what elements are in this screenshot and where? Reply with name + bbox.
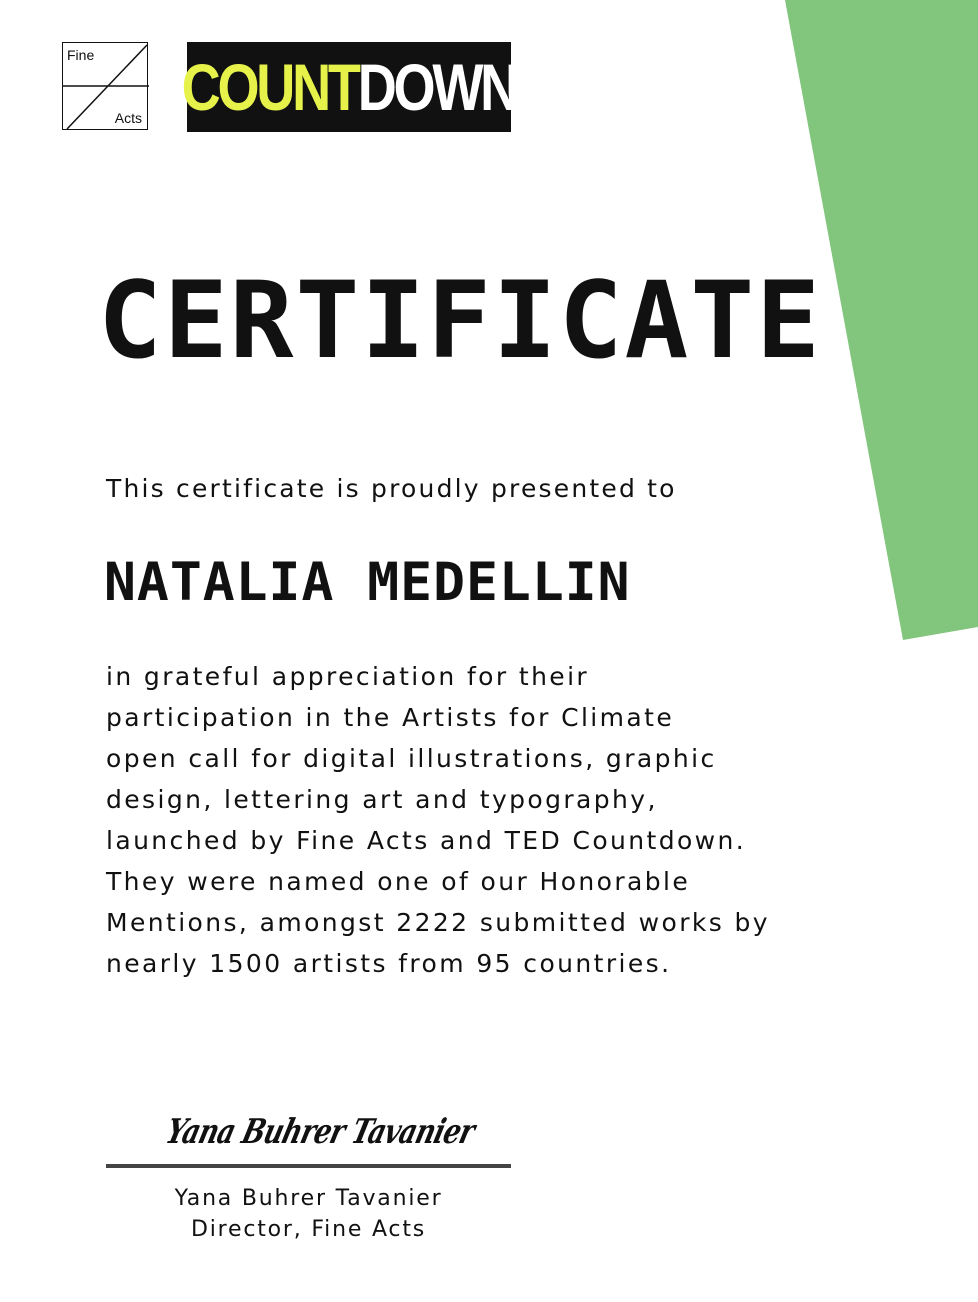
appreciation-line: They were named one of our Honorable bbox=[106, 867, 691, 896]
countdown-logo-down: DOWN bbox=[357, 50, 517, 124]
signer-block bbox=[106, 1183, 511, 1245]
fine-acts-logo-fine: Fine bbox=[67, 47, 95, 63]
signer-name: Yana Buhrer Tavanier bbox=[174, 1186, 443, 1211]
presented-to-line: This certificate is proudly presented to bbox=[106, 474, 677, 503]
appreciation-line: Mentions, amongst 2222 submitted works by bbox=[106, 908, 771, 937]
signer-role: Director, Fine Acts bbox=[190, 1217, 427, 1242]
appreciation-paragraph bbox=[106, 656, 806, 984]
countdown-logo bbox=[181, 42, 517, 132]
appreciation-line: nearly 1500 artists from 95 countries. bbox=[106, 949, 672, 978]
signature-line bbox=[106, 1164, 511, 1168]
countdown-logo-wordmark bbox=[181, 50, 517, 124]
appreciation-line: in grateful appreciation for their bbox=[106, 662, 590, 691]
appreciation-line: design, lettering art and typography, bbox=[106, 785, 658, 814]
appreciation-line: open call for digital illustrations, graphic bbox=[106, 744, 717, 773]
appreciation-line: launched by Fine Acts and TED Countdown. bbox=[106, 826, 747, 855]
certificate-title: CERTIFICATE bbox=[98, 259, 822, 382]
countdown-logo-count: COUNT bbox=[181, 50, 358, 124]
fine-acts-logo-acts: Acts bbox=[114, 110, 142, 126]
fine-acts-logo bbox=[62, 42, 148, 130]
handwritten-signature: Yana Buhrer Tavanier bbox=[162, 1112, 479, 1152]
appreciation-line: participation in the Artists for Climate bbox=[106, 703, 675, 732]
recipient-name: NATALIA MEDELLIN bbox=[104, 552, 631, 613]
